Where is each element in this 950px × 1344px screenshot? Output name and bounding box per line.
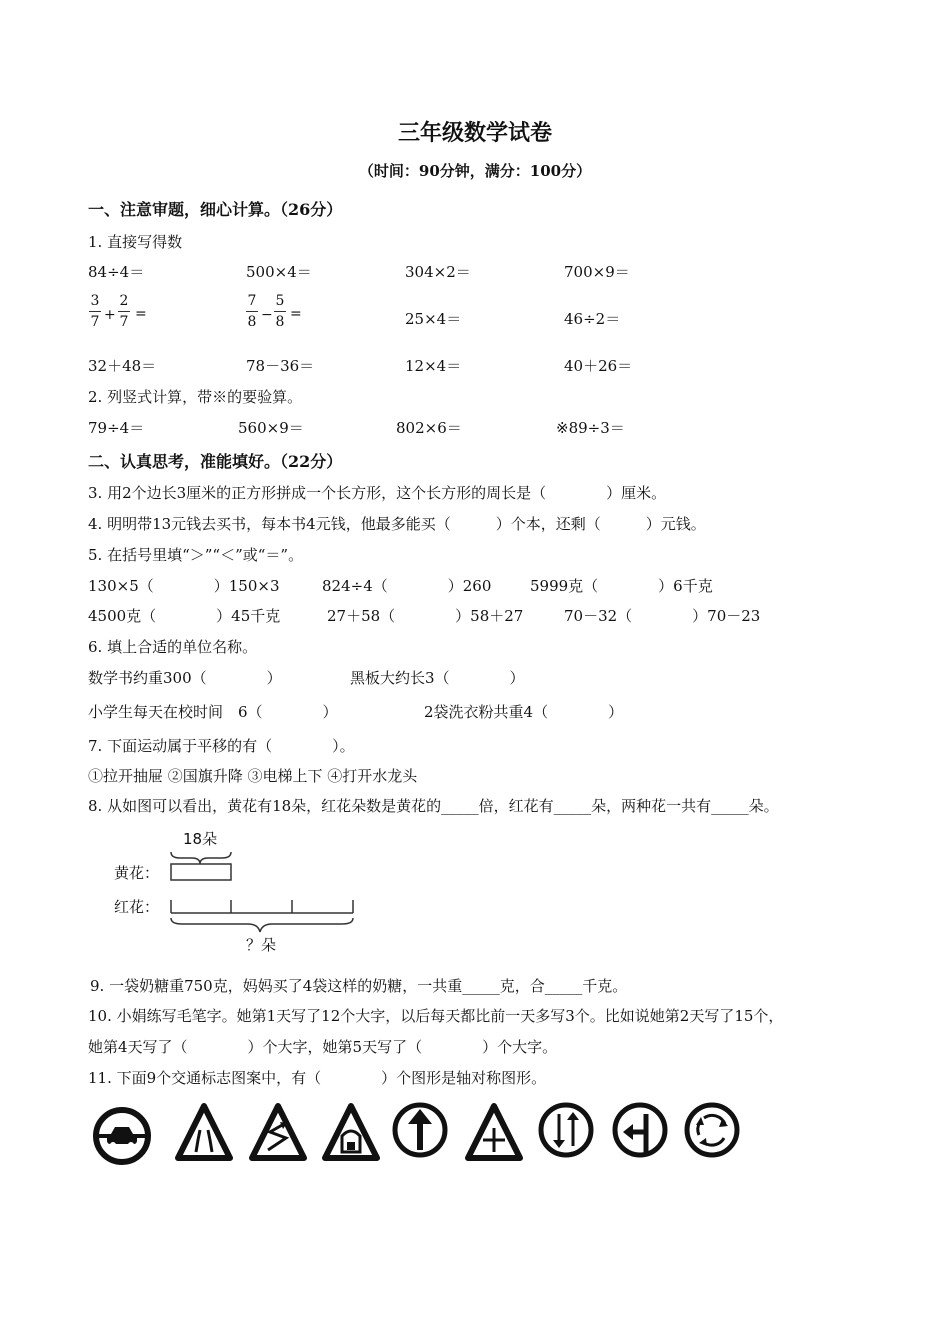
diagram-yellow-label: 黄花： <box>114 864 160 882</box>
tunnel-sign-icon <box>325 1106 377 1158</box>
q9: 9. 一袋奶糖重750克，妈妈买了4袋这样的奶糖，一共重_____克，合_____千克。 <box>90 977 628 995</box>
q7-options: ①拉开抽屉 ②国旗升降 ③电梯上下 ④打开水龙头 <box>88 767 418 785</box>
q10-line1: 10. 小娟练写毛笔字。她第1天写了12个大字，以后每天都比前一天多写3个。比如说她第2天写了15个， <box>88 1007 784 1025</box>
q5-item: 5999克（ ）6千克 <box>530 577 713 595</box>
denominator: 7 <box>119 314 129 330</box>
q7-label: 7. 下面运动属于平移的有（ ）。 <box>88 737 355 755</box>
traffic-signs <box>88 1100 748 1170</box>
q2-item: 79÷4＝ <box>88 419 145 437</box>
q11-text: 11. 下面9个交通标志图案中，有（ ）个图形是轴对称图形。 <box>88 1069 547 1087</box>
numerator: 5 <box>275 293 285 309</box>
equals: = <box>135 306 147 322</box>
numerator: 7 <box>247 293 257 309</box>
denominator: 7 <box>90 314 100 330</box>
q1-item: 500×4＝ <box>246 263 312 281</box>
equals: = <box>290 306 302 322</box>
q8-text: 8. 从如图可以看出，黄花有18朵，红花朵数是黄花的_____倍，红花有_____朵，两种花一共有_____朵。 <box>88 797 779 815</box>
q2-item: 560×9＝ <box>238 419 304 437</box>
yellow-bar <box>171 864 231 880</box>
q1-item: 25×4＝ <box>405 310 462 328</box>
diagram-top-label: 18朵 <box>183 830 218 848</box>
q1-label: 1. 直接写得数 <box>88 233 183 251</box>
numerator: 3 <box>90 293 100 309</box>
denominator: 8 <box>247 314 257 330</box>
q1-item: 78－36＝ <box>246 357 315 375</box>
q6-item: 黑板大约长3（ ） <box>350 669 525 687</box>
q3: 3. 用2个边长3厘米的正方形拼成一个长方形，这个长方形的周长是（ ）厘米。 <box>88 484 667 502</box>
q1-item: 40＋26＝ <box>564 357 633 375</box>
top-brace <box>171 852 231 864</box>
narrow-road-sign-icon <box>178 1106 230 1158</box>
q5-item: 4500克（ ）45千克 <box>88 607 281 625</box>
q5-label: 5. 在括号里填“＞”“＜”或“＝”。 <box>88 546 304 564</box>
roundabout-sign-icon <box>687 1105 737 1155</box>
diagram-red-label: 红花： <box>114 898 160 916</box>
straight-arrow-sign-icon <box>395 1105 445 1155</box>
q2-item: ※89÷3＝ <box>556 419 625 437</box>
page-title: 三年级数学试卷 <box>397 120 552 146</box>
fraction <box>274 293 286 330</box>
q1-item: 32＋48＝ <box>88 357 157 375</box>
page-subtitle: （时间：90分钟，满分：100分） <box>358 162 592 180</box>
q2-item: 802×6＝ <box>396 419 462 437</box>
q1-item: 700×9＝ <box>564 263 630 281</box>
q6-item: 小学生每天在校时间 6（ ） <box>88 703 338 721</box>
denominator: 8 <box>275 314 285 330</box>
q5-item: 824÷4（ ）260 <box>322 577 492 595</box>
section1-heading: 一、注意审题，细心计算。（26分） <box>88 200 343 219</box>
crossroad-sign-icon <box>468 1106 520 1158</box>
q2-label: 2. 列竖式计算，带※的要验算。 <box>88 388 303 406</box>
q1-item: 46÷2＝ <box>564 310 621 328</box>
two-way-sign-icon <box>541 1105 591 1155</box>
operator: + <box>104 307 116 323</box>
diagram-bottom-label: ？朵 <box>246 936 277 954</box>
no-car-sign-icon <box>96 1110 148 1162</box>
fraction <box>89 293 101 330</box>
bottom-brace <box>171 918 353 932</box>
q6-item: 数学书约重300（ ） <box>88 669 282 687</box>
section2-heading: 二、认真思考，准能填好。（22分） <box>88 452 343 471</box>
q5-item: 27＋58（ ）58＋27 <box>327 607 524 625</box>
turn-left-sign-icon <box>615 1105 665 1155</box>
q10-line2: 她第4天写了（ ）个大字，她第5天写了（ ）个大字。 <box>88 1038 558 1056</box>
curve-sign-icon <box>252 1106 304 1158</box>
q6-item: 2袋洗衣粉共重4（ ） <box>424 703 624 721</box>
q4: 4. 明明带13元钱去买书，每本书4元钱，他最多能买（ ）个本，还剩（ ）元钱。 <box>88 515 706 533</box>
q5-item: 70－32（ ）70－23 <box>564 607 761 625</box>
q1-item: 304×2＝ <box>405 263 471 281</box>
q6-label: 6. 填上合适的单位名称。 <box>88 638 258 656</box>
q5-item: 130×5（ ）150×3 <box>88 577 280 595</box>
fraction <box>118 293 130 330</box>
q1-item: 84÷4＝ <box>88 263 145 281</box>
numerator: 2 <box>119 293 129 309</box>
q1-item: 12×4＝ <box>405 357 462 375</box>
operator: − <box>261 307 273 323</box>
fraction <box>246 293 258 330</box>
segment-diagram <box>160 840 360 940</box>
